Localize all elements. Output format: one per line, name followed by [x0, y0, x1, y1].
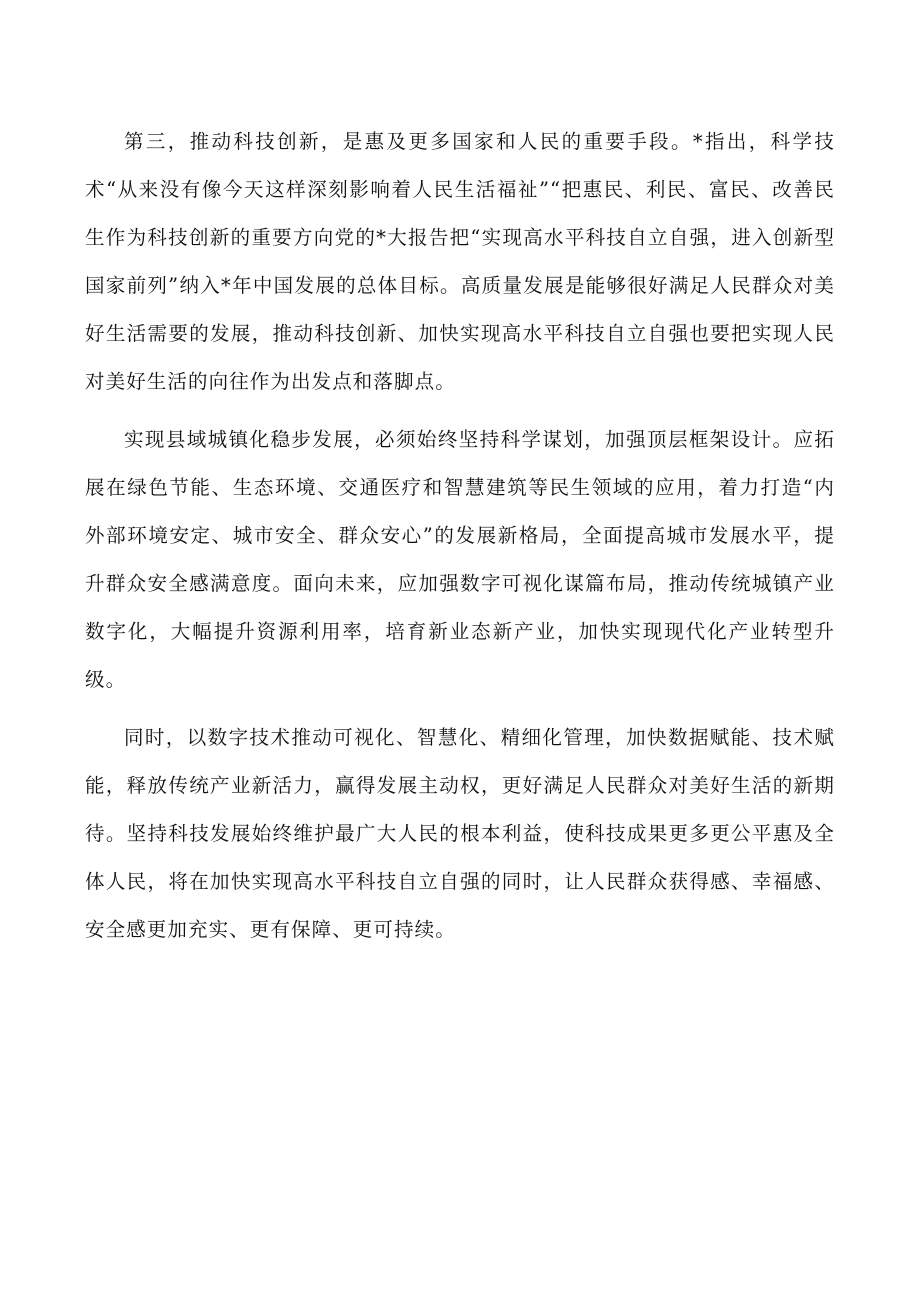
paragraph-2: 实现县域城镇化稳步发展，必须始终坚持科学谋划，加强顶层框架设计。应拓展在绿色节能、生态环境、交通医疗和智慧建筑等民生领域的应用，着力打造“内外部环境安定、城市安全、群众安心”的发展新格局，全面提高城市发展水平，提升群众安全感满意度。面向未来，应加强数字可视化谋篇布局，推动传统城镇产业数字化，大幅提升资源利用率，培育新业态新产业，加快实现现代化产业转型升级。: [85, 428, 835, 691]
paragraph-3: 同时，以数字技术推动可视化、智慧化、精细化管理，加快数据赋能、技术赋能，释放传统产业新活力，赢得发展主动权，更好满足人民群众对美好生活的新期待。坚持科技发展始终维护最广大人民的根本利益，使科技成果更多更公平惠及全体人民，将在加快实现高水平科技自立自强的同时，让人民群众获得感、幸福感、安全感更加充实、更有保障、更可持续。: [85, 726, 835, 941]
document-body: [85, 118, 835, 964]
paragraph-1: 第三，推动科技创新，是惠及更多国家和人民的重要手段。*指出，科学技术“从来没有像今天这样深刻影响着人民生活福祉”“把惠民、利民、富民、改善民生作为科技创新的重要方向党的*大报告把“实现高水平科技自立自强，进入创新型国家前列”纳入*年中国发展的总体目标。高质量发展是能够很好满足人民群众对美好生活需要的发展，推动科技创新、加快实现高水平科技自立自强也要把实现人民对美好生活的向往作为出发点和落脚点。: [85, 130, 835, 393]
